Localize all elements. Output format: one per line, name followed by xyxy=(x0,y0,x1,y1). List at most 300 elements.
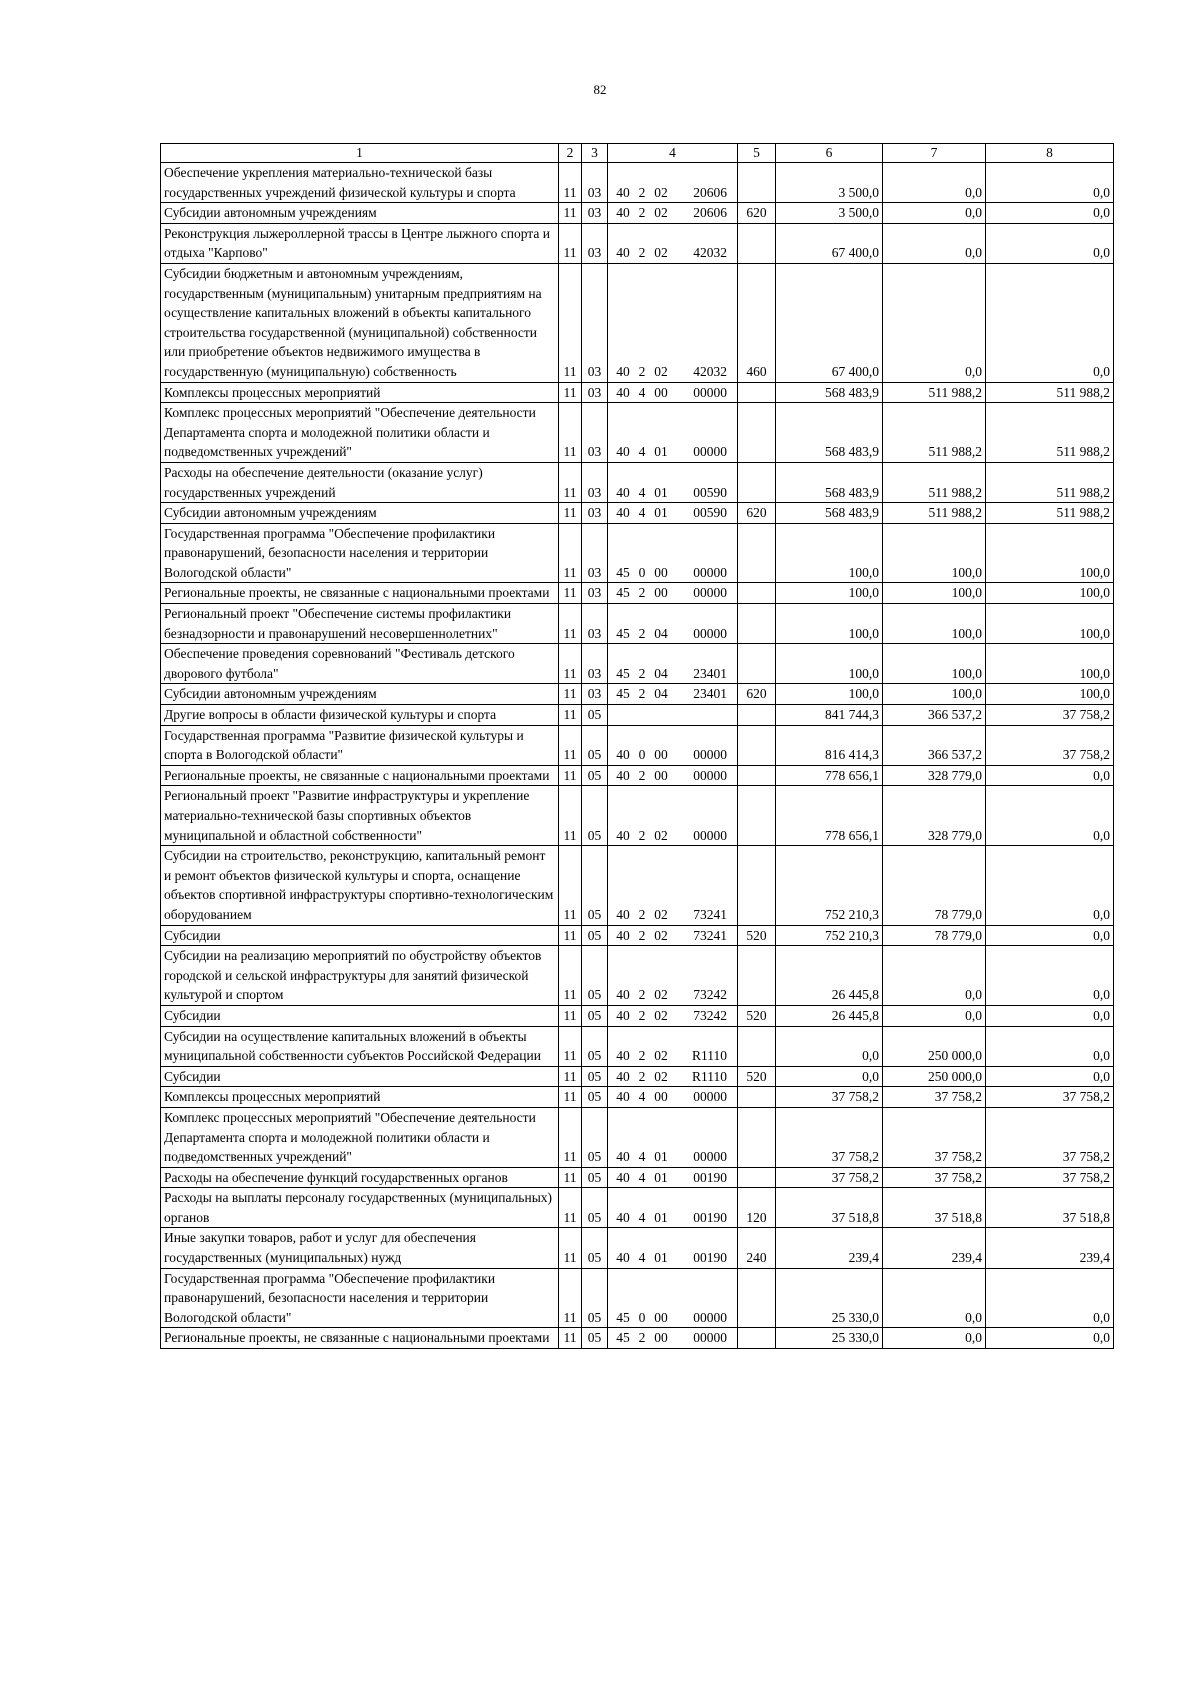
table-row xyxy=(161,1107,1114,1167)
page-number: 82 xyxy=(593,82,607,97)
row-amount: 0,0 xyxy=(986,846,1114,925)
target-code-part: 20606 xyxy=(693,184,727,200)
target-code-part: 2 xyxy=(638,665,646,681)
row-pr: 05 xyxy=(582,946,608,1006)
row-amount: 0,0 xyxy=(883,203,986,224)
target-code-part: 0 xyxy=(638,1309,646,1325)
target-code-part: 45 xyxy=(616,625,630,641)
row-amount: 250 000,0 xyxy=(883,1066,986,1087)
table-row xyxy=(161,163,1114,203)
target-code-part: 02 xyxy=(654,1048,668,1064)
row-amount: 511 988,2 xyxy=(883,503,986,524)
header-cell: 1 xyxy=(161,144,559,163)
target-code-part: 2 xyxy=(638,1048,646,1064)
row-pr: 05 xyxy=(582,786,608,846)
target-code-part: 0 xyxy=(638,564,646,580)
row-expense-type: 620 xyxy=(738,203,776,224)
row-pr: 03 xyxy=(582,644,608,684)
row-amount: 511 988,2 xyxy=(883,462,986,502)
row-expense-type xyxy=(738,462,776,502)
row-amount: 100,0 xyxy=(986,583,1114,604)
target-code-part: 40 xyxy=(616,906,630,922)
row-rz: 11 xyxy=(559,503,582,524)
row-rz: 11 xyxy=(559,946,582,1006)
row-pr: 05 xyxy=(582,1005,608,1026)
target-code-part: 00000 xyxy=(693,747,727,763)
target-code-part: 00 xyxy=(654,767,668,783)
row-name: Государственная программа "Развитие физической культуры и спорта в Вологодской области" xyxy=(161,725,559,765)
row-expense-type: 240 xyxy=(738,1228,776,1268)
row-amount: 0,0 xyxy=(986,925,1114,946)
row-amount: 568 483,9 xyxy=(776,382,883,403)
row-name: Региональный проект "Развитие инфраструктуры и укрепление материально-технической базы спортивных объектов муниципальной и областной собственности" xyxy=(161,786,559,846)
row-amount: 37 518,8 xyxy=(776,1188,883,1228)
target-code-part: 00000 xyxy=(693,564,727,580)
row-name: Региональные проекты, не связанные с национальными проектами xyxy=(161,765,559,786)
row-amount: 100,0 xyxy=(986,684,1114,705)
table-row xyxy=(161,846,1114,925)
row-amount: 78 779,0 xyxy=(883,925,986,946)
table-row xyxy=(161,765,1114,786)
table-row xyxy=(161,684,1114,705)
target-code-part: 2 xyxy=(638,245,646,261)
row-pr: 03 xyxy=(582,462,608,502)
target-code-part: 4 xyxy=(638,1209,646,1225)
target-code-part: 4 xyxy=(638,1169,646,1185)
row-amount: 239,4 xyxy=(776,1228,883,1268)
target-code-part: 45 xyxy=(616,1309,630,1325)
row-target-code xyxy=(608,1268,738,1328)
target-code-part: 2 xyxy=(638,585,646,601)
target-code-part: R1110 xyxy=(691,1068,727,1084)
row-rz: 11 xyxy=(559,1188,582,1228)
row-target-code xyxy=(608,725,738,765)
row-amount: 3 500,0 xyxy=(776,203,883,224)
row-amount: 0,0 xyxy=(883,223,986,263)
row-rz: 11 xyxy=(559,583,582,604)
row-amount: 816 414,3 xyxy=(776,725,883,765)
table-row xyxy=(161,1268,1114,1328)
row-amount: 25 330,0 xyxy=(776,1328,883,1349)
row-expense-type: 620 xyxy=(738,503,776,524)
row-amount: 0,0 xyxy=(883,163,986,203)
target-code-part: 40 xyxy=(616,363,630,379)
row-amount: 0,0 xyxy=(883,263,986,382)
row-pr: 03 xyxy=(582,382,608,403)
row-target-code xyxy=(608,583,738,604)
target-code-part: 40 xyxy=(616,444,630,460)
target-code-part: 01 xyxy=(654,444,668,460)
table-row xyxy=(161,583,1114,604)
row-amount: 100,0 xyxy=(883,604,986,644)
row-expense-type xyxy=(738,583,776,604)
row-pr: 03 xyxy=(582,523,608,583)
row-pr: 05 xyxy=(582,765,608,786)
target-code-part: 73242 xyxy=(693,1007,727,1023)
table-row xyxy=(161,1005,1114,1026)
row-target-code xyxy=(608,1188,738,1228)
row-name: Государственная программа "Обеспечение профилактики правонарушений, безопасности населения и территории Вологодской области" xyxy=(161,523,559,583)
row-rz: 11 xyxy=(559,644,582,684)
row-amount: 239,4 xyxy=(986,1228,1114,1268)
row-target-code xyxy=(608,1167,738,1188)
header-cell: 5 xyxy=(738,144,776,163)
row-amount: 100,0 xyxy=(776,523,883,583)
row-amount: 100,0 xyxy=(883,583,986,604)
row-pr: 05 xyxy=(582,1087,608,1108)
row-target-code xyxy=(608,203,738,224)
budget-table xyxy=(160,143,1114,1349)
target-code-part: 2 xyxy=(638,767,646,783)
row-amount: 0,0 xyxy=(986,263,1114,382)
row-pr: 05 xyxy=(582,1167,608,1188)
row-expense-type xyxy=(738,1087,776,1108)
target-code-part: 00 xyxy=(654,747,668,763)
row-amount: 100,0 xyxy=(776,604,883,644)
row-amount: 100,0 xyxy=(986,523,1114,583)
target-code-part: 00190 xyxy=(693,1169,727,1185)
target-code-part: 40 xyxy=(616,205,630,221)
row-pr: 03 xyxy=(582,163,608,203)
target-code-part: 2 xyxy=(638,1007,646,1023)
row-name: Субсидии автономным учреждениям xyxy=(161,684,559,705)
target-code-part: 40 xyxy=(616,987,630,1003)
row-target-code xyxy=(608,1107,738,1167)
target-code-part: 00590 xyxy=(693,505,727,521)
row-expense-type xyxy=(738,725,776,765)
row-amount: 752 210,3 xyxy=(776,846,883,925)
table-row xyxy=(161,462,1114,502)
row-amount: 239,4 xyxy=(883,1228,986,1268)
row-name: Субсидии автономным учреждениям xyxy=(161,503,559,524)
target-code-part: 40 xyxy=(616,827,630,843)
row-expense-type: 520 xyxy=(738,1066,776,1087)
row-rz: 11 xyxy=(559,163,582,203)
row-expense-type xyxy=(738,163,776,203)
row-name: Расходы на обеспечение функций государственных органов xyxy=(161,1167,559,1188)
row-pr: 03 xyxy=(582,583,608,604)
table-row xyxy=(161,1188,1114,1228)
row-name: Субсидии xyxy=(161,1066,559,1087)
row-amount: 37 758,2 xyxy=(986,725,1114,765)
row-name: Иные закупки товаров, работ и услуг для обеспечения государственных (муниципальных) нужд xyxy=(161,1228,559,1268)
row-pr: 03 xyxy=(582,684,608,705)
row-rz: 11 xyxy=(559,925,582,946)
row-amount: 100,0 xyxy=(776,583,883,604)
target-code-part: 2 xyxy=(638,184,646,200)
target-code-part: 00 xyxy=(654,1309,668,1325)
row-amount: 328 779,0 xyxy=(883,786,986,846)
table-row xyxy=(161,604,1114,644)
row-target-code xyxy=(608,382,738,403)
row-pr: 05 xyxy=(582,705,608,726)
table-row xyxy=(161,644,1114,684)
row-expense-type: 460 xyxy=(738,263,776,382)
row-amount: 0,0 xyxy=(986,1328,1114,1349)
table-row xyxy=(161,1228,1114,1268)
table-row xyxy=(161,786,1114,846)
row-amount: 0,0 xyxy=(986,1066,1114,1087)
target-code-part: 45 xyxy=(616,585,630,601)
target-code-part: 20606 xyxy=(693,205,727,221)
row-amount: 366 537,2 xyxy=(883,705,986,726)
table-row xyxy=(161,403,1114,463)
row-pr: 05 xyxy=(582,1026,608,1066)
row-amount: 37 758,2 xyxy=(776,1167,883,1188)
row-pr: 05 xyxy=(582,725,608,765)
row-amount: 37 758,2 xyxy=(986,1087,1114,1108)
target-code-part: 4 xyxy=(638,444,646,460)
table-row xyxy=(161,523,1114,583)
target-code-part: 2 xyxy=(638,827,646,843)
row-amount: 37 518,8 xyxy=(883,1188,986,1228)
target-code-part: 01 xyxy=(654,484,668,500)
row-name: Комплексы процессных мероприятий xyxy=(161,1087,559,1108)
target-code-part: 40 xyxy=(616,747,630,763)
target-code-part: 02 xyxy=(654,205,668,221)
target-code-part: 4 xyxy=(638,384,646,400)
target-code-part: 40 xyxy=(616,1169,630,1185)
row-rz: 11 xyxy=(559,684,582,705)
target-code-part: 02 xyxy=(654,827,668,843)
row-expense-type xyxy=(738,765,776,786)
row-pr: 03 xyxy=(582,203,608,224)
target-code-part: 40 xyxy=(616,1209,630,1225)
row-amount: 37 758,2 xyxy=(883,1087,986,1108)
row-rz: 11 xyxy=(559,725,582,765)
table-row xyxy=(161,925,1114,946)
target-code-part: 0 xyxy=(638,747,646,763)
row-amount: 511 988,2 xyxy=(986,503,1114,524)
target-code-part: 73241 xyxy=(693,906,727,922)
row-amount: 78 779,0 xyxy=(883,846,986,925)
target-code-part: 45 xyxy=(616,686,630,702)
target-code-part: 40 xyxy=(616,505,630,521)
row-rz: 11 xyxy=(559,1087,582,1108)
target-code-part: 40 xyxy=(616,184,630,200)
row-target-code xyxy=(608,1005,738,1026)
row-pr: 03 xyxy=(582,223,608,263)
row-amount: 511 988,2 xyxy=(986,403,1114,463)
row-name: Региональные проекты, не связанные с национальными проектами xyxy=(161,583,559,604)
row-expense-type xyxy=(738,523,776,583)
row-rz: 11 xyxy=(559,765,582,786)
target-code-part: R1110 xyxy=(691,1048,727,1064)
target-code-part: 40 xyxy=(616,384,630,400)
table-row xyxy=(161,382,1114,403)
header-cell: 6 xyxy=(776,144,883,163)
header-cell: 7 xyxy=(883,144,986,163)
row-amount: 568 483,9 xyxy=(776,462,883,502)
row-pr: 03 xyxy=(582,403,608,463)
row-name: Комплекс процессных мероприятий "Обеспечение деятельности Департамента спорта и молодежной политики области и подведомственных учреждений" xyxy=(161,403,559,463)
target-code-part: 73242 xyxy=(693,987,727,1003)
row-pr: 05 xyxy=(582,925,608,946)
row-expense-type xyxy=(738,644,776,684)
target-code-part: 42032 xyxy=(693,245,727,261)
row-amount: 100,0 xyxy=(883,523,986,583)
target-code-part: 40 xyxy=(616,1089,630,1105)
row-rz: 11 xyxy=(559,1026,582,1066)
target-code-part: 00000 xyxy=(693,1330,727,1346)
row-expense-type: 120 xyxy=(738,1188,776,1228)
row-pr: 05 xyxy=(582,1328,608,1349)
target-code-part: 4 xyxy=(638,1089,646,1105)
target-code-part: 40 xyxy=(616,1068,630,1084)
row-name: Государственная программа "Обеспечение профилактики правонарушений, безопасности населения и территории Вологодской области" xyxy=(161,1268,559,1328)
row-amount: 778 656,1 xyxy=(776,765,883,786)
row-amount: 511 988,2 xyxy=(986,382,1114,403)
row-amount: 100,0 xyxy=(883,644,986,684)
row-amount: 511 988,2 xyxy=(883,382,986,403)
row-target-code xyxy=(608,705,738,726)
row-rz: 11 xyxy=(559,462,582,502)
row-expense-type xyxy=(738,382,776,403)
row-amount: 100,0 xyxy=(986,604,1114,644)
row-amount: 0,0 xyxy=(986,1026,1114,1066)
row-target-code xyxy=(608,523,738,583)
target-code-part: 00000 xyxy=(693,444,727,460)
row-amount: 568 483,9 xyxy=(776,503,883,524)
target-code-part: 02 xyxy=(654,363,668,379)
row-name: Обеспечение укрепления материально-технической базы государственных учреждений физической культуры и спорта xyxy=(161,163,559,203)
row-target-code xyxy=(608,1087,738,1108)
row-expense-type xyxy=(738,604,776,644)
target-code-part: 2 xyxy=(638,625,646,641)
row-target-code xyxy=(608,263,738,382)
row-amount: 0,0 xyxy=(776,1066,883,1087)
row-target-code xyxy=(608,846,738,925)
target-code-part: 45 xyxy=(616,665,630,681)
row-name: Комплексы процессных мероприятий xyxy=(161,382,559,403)
target-code-part: 00 xyxy=(654,1089,668,1105)
row-rz: 11 xyxy=(559,263,582,382)
row-amount: 0,0 xyxy=(986,1005,1114,1026)
row-rz: 11 xyxy=(559,604,582,644)
row-rz: 11 xyxy=(559,523,582,583)
target-code-part: 00000 xyxy=(693,1149,727,1165)
row-rz: 11 xyxy=(559,1066,582,1087)
row-expense-type xyxy=(738,946,776,1006)
row-pr: 05 xyxy=(582,1066,608,1087)
target-code-part: 40 xyxy=(616,767,630,783)
row-expense-type xyxy=(738,1328,776,1349)
row-expense-type xyxy=(738,705,776,726)
row-expense-type: 620 xyxy=(738,684,776,705)
target-code-part: 73241 xyxy=(693,927,727,943)
target-code-part: 00190 xyxy=(693,1250,727,1266)
row-target-code xyxy=(608,503,738,524)
row-rz: 11 xyxy=(559,203,582,224)
target-code-part: 00000 xyxy=(693,1309,727,1325)
target-code-part: 00000 xyxy=(693,384,727,400)
target-code-part: 04 xyxy=(654,665,668,681)
target-code-part: 40 xyxy=(616,1149,630,1165)
target-code-part: 42032 xyxy=(693,363,727,379)
row-amount: 37 758,2 xyxy=(986,705,1114,726)
target-code-part: 00 xyxy=(654,1330,668,1346)
table-row xyxy=(161,1026,1114,1066)
target-code-part: 02 xyxy=(654,1007,668,1023)
row-target-code xyxy=(608,1228,738,1268)
row-amount: 841 744,3 xyxy=(776,705,883,726)
row-amount: 366 537,2 xyxy=(883,725,986,765)
row-target-code xyxy=(608,786,738,846)
row-pr: 03 xyxy=(582,503,608,524)
row-rz: 11 xyxy=(559,705,582,726)
target-code-part: 01 xyxy=(654,1209,668,1225)
row-name: Другие вопросы в области физической культуры и спорта xyxy=(161,705,559,726)
row-amount: 0,0 xyxy=(986,786,1114,846)
row-amount: 568 483,9 xyxy=(776,403,883,463)
target-code-part: 00 xyxy=(654,585,668,601)
target-code-part: 01 xyxy=(654,1250,668,1266)
target-code-part: 2 xyxy=(638,1330,646,1346)
target-code-part: 4 xyxy=(638,484,646,500)
row-pr: 05 xyxy=(582,1107,608,1167)
target-code-part: 04 xyxy=(654,686,668,702)
row-amount: 0,0 xyxy=(883,946,986,1006)
row-amount: 0,0 xyxy=(883,1005,986,1026)
row-target-code xyxy=(608,946,738,1006)
table-row xyxy=(161,1328,1114,1349)
target-code-part: 4 xyxy=(638,1250,646,1266)
row-name: Субсидии автономным учреждениям xyxy=(161,203,559,224)
row-amount: 511 988,2 xyxy=(883,403,986,463)
row-amount: 752 210,3 xyxy=(776,925,883,946)
row-target-code xyxy=(608,223,738,263)
row-rz: 11 xyxy=(559,1328,582,1349)
table-row xyxy=(161,705,1114,726)
row-amount: 25 330,0 xyxy=(776,1268,883,1328)
row-target-code xyxy=(608,1026,738,1066)
target-code-part: 2 xyxy=(638,205,646,221)
target-code-part: 02 xyxy=(654,1068,668,1084)
row-target-code xyxy=(608,462,738,502)
row-expense-type xyxy=(738,1268,776,1328)
row-amount: 778 656,1 xyxy=(776,786,883,846)
row-amount: 0,0 xyxy=(883,1268,986,1328)
target-code-part: 00 xyxy=(654,564,668,580)
target-code-part: 40 xyxy=(616,1048,630,1064)
target-code-part: 04 xyxy=(654,625,668,641)
target-code-part: 40 xyxy=(616,484,630,500)
table-row xyxy=(161,223,1114,263)
row-target-code xyxy=(608,644,738,684)
row-amount: 0,0 xyxy=(986,765,1114,786)
table-row xyxy=(161,1167,1114,1188)
target-code-part: 02 xyxy=(654,184,668,200)
row-pr: 05 xyxy=(582,846,608,925)
row-rz: 11 xyxy=(559,786,582,846)
row-target-code xyxy=(608,604,738,644)
row-amount: 100,0 xyxy=(776,684,883,705)
row-pr: 05 xyxy=(582,1268,608,1328)
row-expense-type: 520 xyxy=(738,925,776,946)
row-name: Реконструкция лыжероллерной трассы в Центре лыжного спорта и отдыха "Карпово" xyxy=(161,223,559,263)
row-name: Расходы на обеспечение деятельности (оказание услуг) государственных учреждений xyxy=(161,462,559,502)
row-amount: 0,0 xyxy=(986,203,1114,224)
target-code-part: 40 xyxy=(616,1250,630,1266)
row-amount: 26 445,8 xyxy=(776,1005,883,1026)
header-cell: 2 xyxy=(559,144,582,163)
row-name: Региональный проект "Обеспечение системы профилактики безнадзорности и правонарушений несовершеннолетних" xyxy=(161,604,559,644)
table-row xyxy=(161,503,1114,524)
row-amount: 100,0 xyxy=(776,644,883,684)
table-row xyxy=(161,725,1114,765)
target-code-part: 00000 xyxy=(693,827,727,843)
row-rz: 11 xyxy=(559,1228,582,1268)
